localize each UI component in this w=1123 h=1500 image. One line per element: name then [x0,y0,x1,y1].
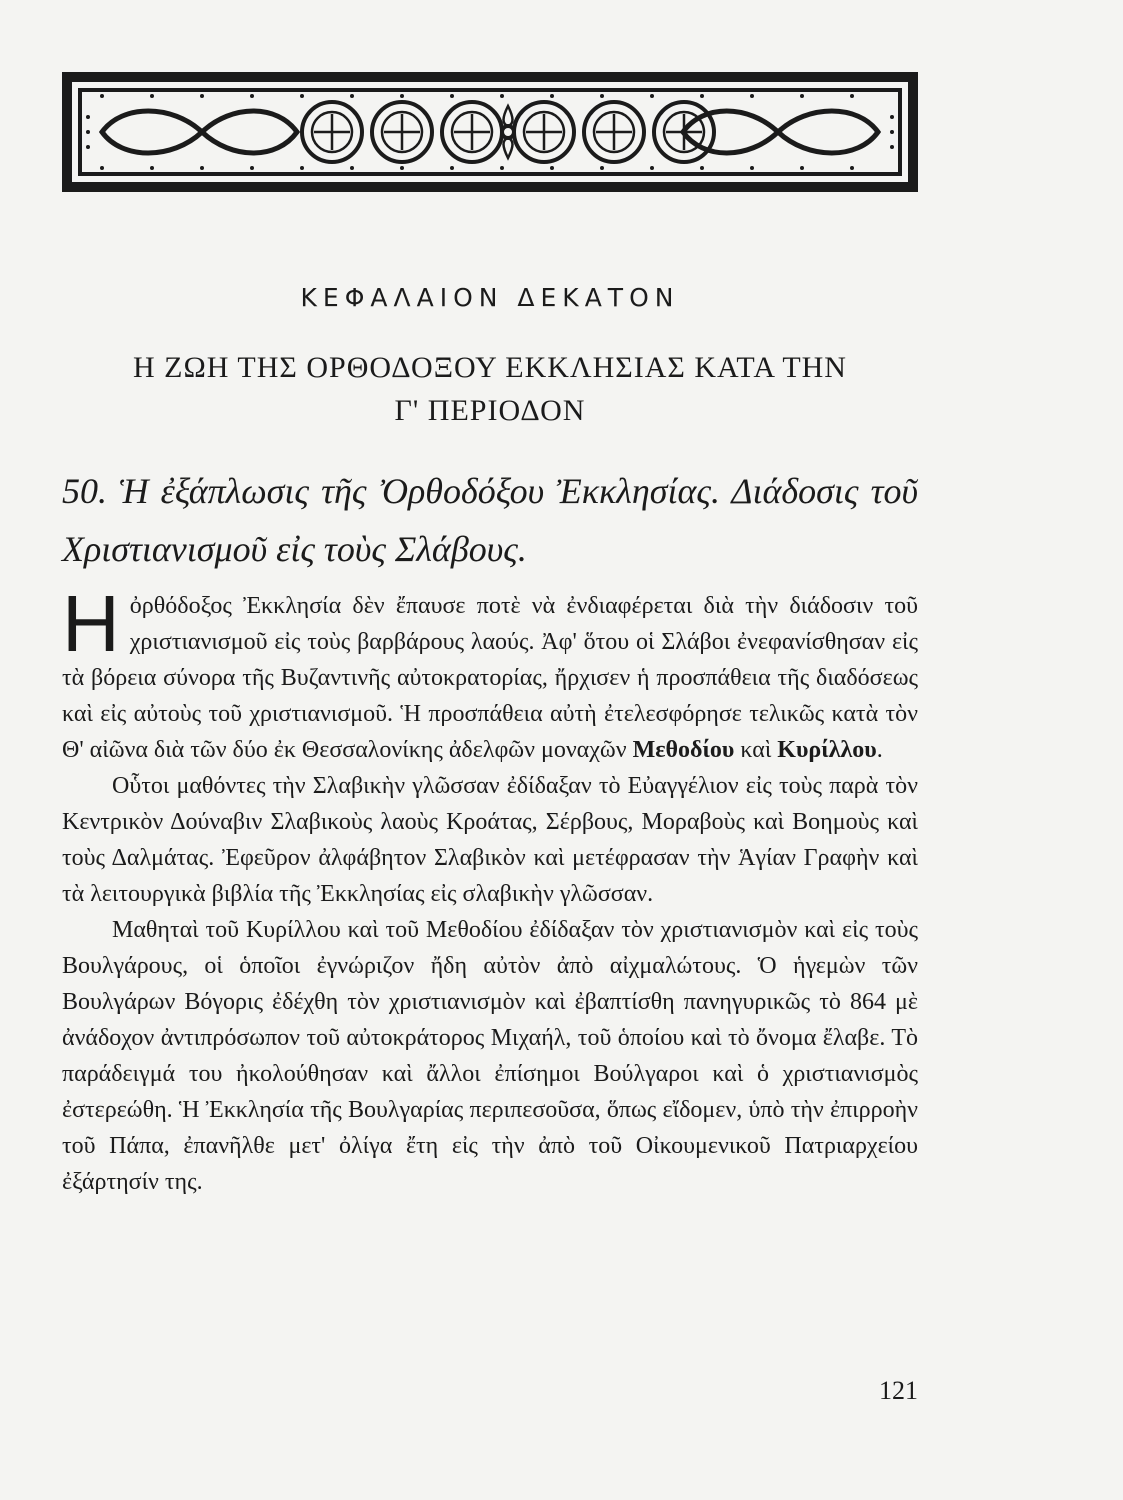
paragraph-1-text-b: καὶ [740,737,772,763]
chapter-title-line1: Η ΖΩΗ ΤΗΣ ΟΡΘΟΔΟΞΟΥ ΕΚΚΛΗΣΙΑΣ ΚΑΤΑ ΤΗΝ [133,351,847,384]
paragraph-2: Οὗτοι μαθόντες τὴν Σλαβικὴν γλῶσσαν ἐδίδαξαν τὸ Εὐαγγέλιον εἰς τοὺς παρὰ τὸν Κεντρικὸν Δούναβιν Σλαβικοὺς λαοὺς Κροάτας, Σέρβους, Μοραβοὺς καὶ Βοημοὺς καὶ τοὺς Δαλμάτας. Ἐφεῦρον ἀλφάβητον Σλαβικὸν καὶ μετέφρασαν τὴν Ἁγίαν Γραφὴν καὶ τὰ λειτουργικὰ βιβλία τῆς Ἐκκλησίας εἰς σλαβικὴν γλῶσσαν. [62,773,918,907]
chapter-title-line2: Γ' ΠΕΡΙΟΔΟΝ [394,394,586,427]
paragraph-1 [62,579,918,768]
name-methodios: Μεθοδίου [632,737,735,763]
chapter-title [62,346,918,432]
body-text [62,579,918,1200]
section-title: Ἡ ἐξάπλωσις τῆς Ὀρθοδόξου Ἐκκλησίας. Διάδοσις τοῦ Χριστιανισμοῦ εἰς τοὺς Σλάβους. [62,471,918,569]
name-kyrillos: Κυρίλλου [777,737,877,763]
byzantine-band-ornament-icon [62,72,918,192]
paragraph-3: Μαθηταὶ τοῦ Κυρίλλου καὶ τοῦ Μεθοδίου ἐδίδαξαν τὸν χριστιανισμὸν καὶ εἰς τοὺς Βουλγάρους, οἱ ὁποῖοι ἐγνώριζον ἤδη αὐτὸν ἀπὸ αἰχμαλώτους. Ὁ ἡγεμὼν τῶν Βουλγάρων Βόγορις ἐδέχθη τὸν χριστιανισμὸν καὶ ἐβαπτίσθη πανηγυρικῶς τὸ 864 μὲ ἀνάδοχον ἀντιπρόσωπον τοῦ αὐτοκράτορος Μιχαήλ, τοῦ ὁποίου καὶ τὸ ὄνομα ἔλαβε. Τὸ παράδειγμά του ἠκολούθησαν καὶ ἄλλοι ἐπίσημοι Βούλγαροι καὶ ὁ χριστιανισμὸς ἐστερεώθη. Ἡ Ἐκκλησία τῆς Βουλγαρίας περιπεσοῦσα, ὅπως εἴδομεν, ὑπὸ τὴν ἐπιρροὴν τοῦ Πάπα, ἐπανῆλθε μετ' ὀλίγα ἔτη εἰς τὴν ἀπὸ τοῦ Οἰκουμενικοῦ Πατριαρχείου ἐξάρτησίν της. [62,917,918,1195]
page-number: 121 [879,1376,918,1405]
paragraph-1-text-a: ὀρθόδοξος Ἐκκλησία δὲν ἔπαυσε ποτὲ νὰ ἐνδιαφέρεται διὰ τὴν διάδοσιν τοῦ χριστιανισμοῦ εἰς τοὺς βαρβάρους λαούς. Ἀφ' ὅτου οἱ Σλάβοι ἐνεφανίσθησαν εἰς τὰ βόρεια σύνορα τῆς Βυζαντινῆς αὐτοκρατορίας, ἤρχισεν ἡ προσπάθεια τῆς διαδόσεως καὶ εἰς αὐτοὺς τοῦ χριστιανισμοῦ. Ἡ προσπάθεια αὐτὴ ἐτελεσφόρησε τελικῶς κατὰ τὸν Θ' αἰῶνα διὰ τῶν δύο ἐκ Θεσσαλονίκης ἀδελφῶν μοναχῶν [62,593,918,763]
section-number: 50. [62,471,107,511]
paragraph-1-text-c: . [876,737,883,763]
section-heading [62,462,918,578]
chapter-label: ΚΕΦΑΛΑΙΟΝ ΔΕΚΑΤΟΝ [300,283,680,312]
drop-cap: Η [62,579,120,668]
